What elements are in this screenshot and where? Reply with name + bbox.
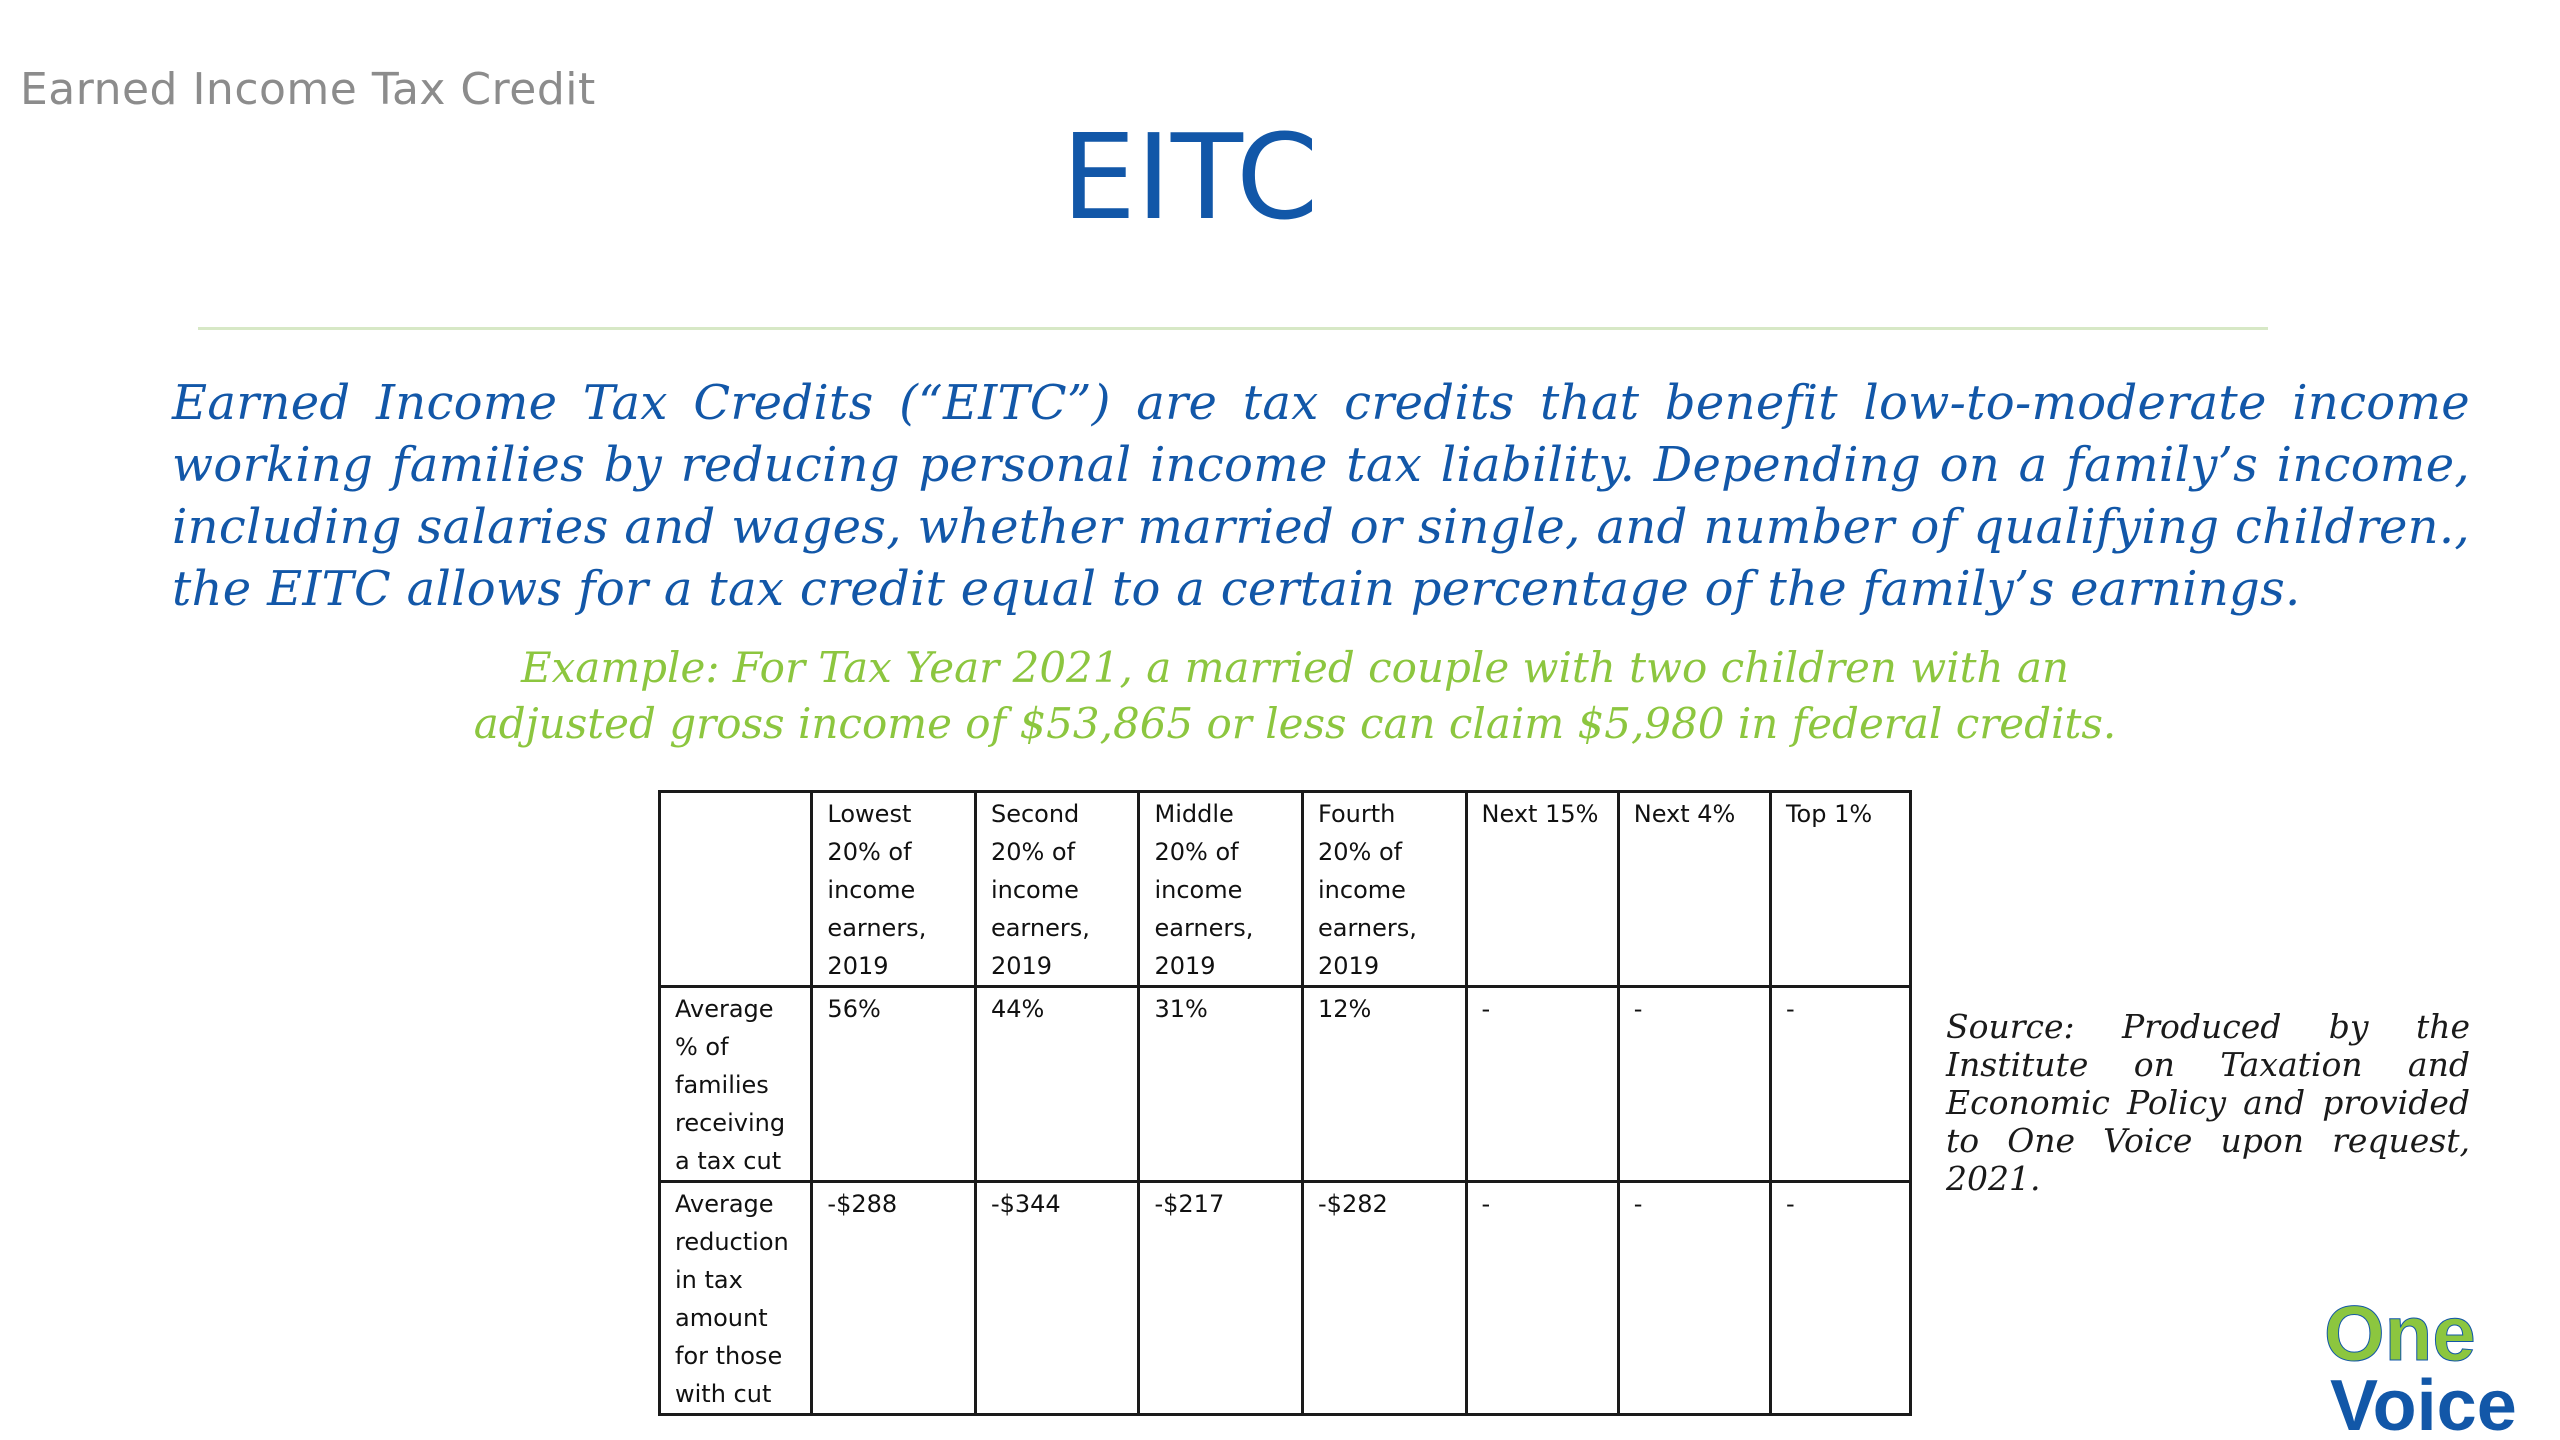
- table-cell: -: [1618, 1182, 1770, 1415]
- one-voice-logo: [2322, 1290, 2552, 1440]
- table-cell: -$217: [1139, 1182, 1303, 1415]
- table-row: [660, 1182, 1911, 1415]
- header-cell-lowest-20: Lowest 20% of income earners, 2019: [812, 792, 976, 987]
- table-cell: -: [1770, 987, 1910, 1182]
- table-cell: 56%: [812, 987, 976, 1182]
- table-cell: -$282: [1303, 1182, 1467, 1415]
- header-cell-top-1: Top 1%: [1770, 792, 1910, 987]
- source-citation: Source: Produced by the Institute on Taxation and Economic Policy and provided to One Voice upon request, 2021.: [1946, 1007, 2470, 1198]
- table-cell: -: [1618, 987, 1770, 1182]
- header-cell-middle-20: Middle 20% of income earners, 2019: [1139, 792, 1303, 987]
- row-label-cell: Average % of families receiving a tax cut: [660, 987, 812, 1182]
- slide-kicker: Earned Income Tax Credit: [20, 64, 596, 115]
- header-cell-fourth-20: Fourth 20% of income earners, 2019: [1303, 792, 1467, 987]
- table-cell: -$288: [812, 1182, 976, 1415]
- intro-paragraph: Earned Income Tax Credits (“EITC”) are tax credits that benefit low-to-moderate income working families by reducing personal income tax liability. Depending on a family’s income, including salaries and wages, whether married or single, and number of qualifying children., the EITC allows for a tax credit equal to a certain percentage of the family’s earnings.: [172, 375, 2470, 617]
- header-cell-blank: [660, 792, 812, 987]
- table-cell: -: [1770, 1182, 1910, 1415]
- example-line-2: adjusted gross income of $53,865 or less can claim $5,980 in federal credits.: [473, 699, 2117, 748]
- header-cell-next-15: Next 15%: [1466, 792, 1618, 987]
- table-cell: 12%: [1303, 987, 1467, 1182]
- header-cell-second-20: Second 20% of income earners, 2019: [975, 792, 1139, 987]
- eitc-table: [658, 790, 1912, 1416]
- table-cell: 44%: [975, 987, 1139, 1182]
- table-header-row: [660, 792, 1911, 987]
- header-cell-next-4: Next 4%: [1618, 792, 1770, 987]
- table-cell: -: [1466, 1182, 1618, 1415]
- table-row: [660, 987, 1911, 1182]
- example-line-1: Example: For Tax Year 2021, a married couple with two children with an: [520, 643, 2070, 692]
- logo-word-voice: Voice: [2330, 1366, 2517, 1440]
- example-text: [360, 640, 2230, 752]
- divider: [198, 327, 2268, 330]
- table-cell: 31%: [1139, 987, 1303, 1182]
- logo-word-one: One: [2324, 1290, 2476, 1377]
- table-cell: -: [1466, 987, 1618, 1182]
- table-cell: -$344: [975, 1182, 1139, 1415]
- slide-title: EITC: [1061, 108, 1319, 246]
- row-label-cell: Average reduction in tax amount for those with cut: [660, 1182, 812, 1415]
